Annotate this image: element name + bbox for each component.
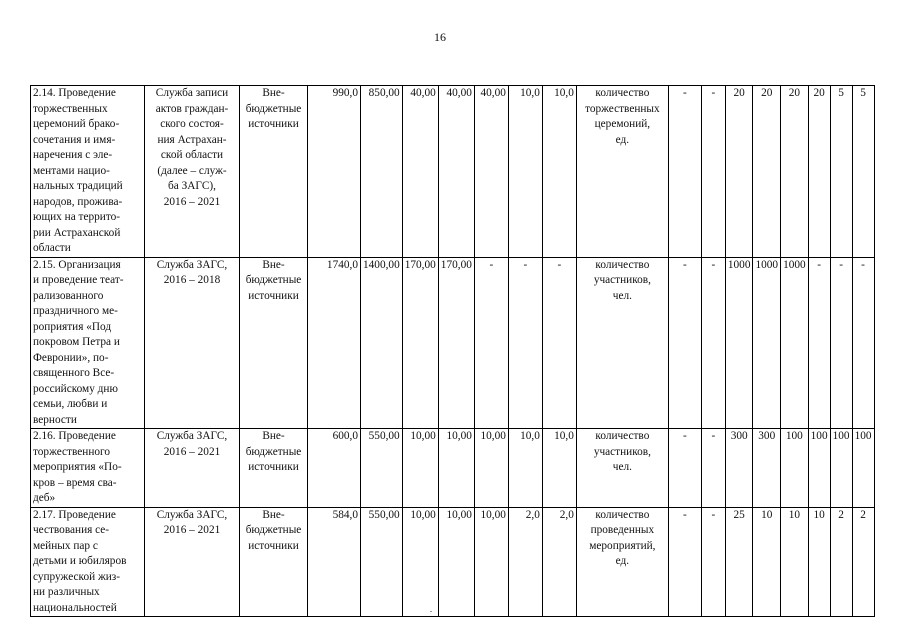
funding-value: 550,00 [361,507,403,617]
funding-source [240,507,308,617]
scan-speck [430,611,432,612]
funding-value: 40,00 [474,86,508,258]
indicator-value: 2 [852,507,874,617]
funding-value: - [474,257,508,429]
measure-name-line: рии Астраханской [33,226,121,239]
measure-name-line: деб» [33,492,56,504]
funding-source-line: источники [248,539,299,552]
funding-value: 600,0 [308,429,361,508]
measure-name-line: 2.17. Проведение [33,508,116,521]
indicator-value: 1000 [725,257,753,429]
indicator-line: проведенных [590,524,655,536]
funding-source [240,429,308,508]
indicator-line: чел. [612,289,632,302]
funding-value: 2,0 [508,507,542,617]
funding-source [240,86,308,258]
indicator-value: 5 [852,86,874,258]
executor-line: ния Астрахан- [157,133,227,146]
funding-value: 170,00 [438,257,474,429]
executor [145,86,240,258]
executor-line: актов граждан- [155,102,229,115]
measure-name-line: чествования се- [33,524,110,536]
funding-value: - [508,257,542,429]
measure-name-line: 2.15. Организация [33,258,121,271]
indicator-value: 1000 [781,257,809,429]
funding-value: 10,00 [438,429,474,508]
indicator-value: 20 [753,86,781,258]
measure-name-line: нальных традиций [33,180,123,192]
measure-name-line: рализованного [33,289,104,302]
executor-line: 2016 – 2021 [163,524,221,536]
executor-line: (далее – служ- [157,164,227,177]
indicator-value: - [668,429,701,508]
measure-name-line: ментами нацио- [33,164,110,177]
indicator-line: мероприятий, [589,539,656,552]
indicator-line: количество [595,258,650,271]
indicator-value: - [808,257,830,429]
indicator-line: ед. [615,555,630,567]
funding-value: 10,00 [474,507,508,617]
funding-value: 10,00 [438,507,474,617]
executor-line: ской области [160,149,224,161]
funding-source-line: бюджетные [245,102,302,115]
funding-source-line: Вне- [262,258,285,271]
funding-value: 1740,0 [308,257,361,429]
executor [145,429,240,508]
measure-name-line: семьи, любви и [33,398,108,410]
funding-value: 10,00 [402,429,438,508]
executor [145,257,240,429]
indicator-value: - [701,257,725,429]
indicator-value: - [830,257,852,429]
indicator-value: 100 [781,429,809,508]
program-measures-table [30,85,875,617]
funding-value: 2,0 [542,507,576,617]
indicator [576,257,668,429]
funding-source-line: бюджетные [245,524,302,536]
table-row [31,507,875,617]
funding-source-line: источники [248,118,299,130]
executor-line: 2016 – 2021 [163,195,221,208]
measure-name [31,86,145,258]
indicator-value: 20 [725,86,753,258]
indicator-value: 10 [753,507,781,617]
funding-value: 10,0 [542,429,576,508]
indicator-value: 20 [808,86,830,258]
funding-value: 584,0 [308,507,361,617]
funding-source-line: источники [248,289,299,302]
measure-name-line: праздничного ме- [33,305,118,317]
indicator-value: 25 [725,507,753,617]
indicator-line: чел. [612,461,632,473]
indicator-line: участников, [593,445,651,458]
funding-source-line: Вне- [262,508,285,521]
measure-name-line: покровом Петра и [33,336,120,348]
funding-value: 990,0 [308,86,361,258]
funding-value: - [542,257,576,429]
indicator-value: 2 [830,507,852,617]
table-row [31,257,875,429]
measure-name-line: и проведение теат- [33,274,124,286]
indicator-line: количество [595,508,650,521]
executor [145,507,240,617]
measure-name-line: наречения с эле- [33,149,113,161]
measure-name-line: роприятия «Под [33,320,112,333]
measure-name-line: детьми и юбиляров [33,555,127,567]
funding-value: 10,0 [508,86,542,258]
indicator-value: - [701,86,725,258]
executor-line: Служба ЗАГС, [156,508,228,521]
indicator-value: 300 [725,429,753,508]
indicator-line: участников, [593,274,651,286]
measure-name-line: Февронии», по- [33,351,109,364]
funding-value: 10,0 [508,429,542,508]
measure-name-line: ющих на террито- [33,211,121,223]
measure-name [31,257,145,429]
measure-name-line: 2.16. Проведение [33,430,116,442]
funding-value: 850,00 [361,86,403,258]
measure-name-line: российскому дню [33,382,118,395]
executor-line: Служба ЗАГС, [156,258,228,271]
executor-line: ского состоя- [160,118,224,130]
measure-name-line: ни различных [33,586,100,598]
funding-value: 40,00 [402,86,438,258]
indicator-value: 100 [830,429,852,508]
measure-name-line: кров – время сва- [33,476,117,489]
measure-name-line: торжественных [33,102,108,115]
indicator-value: 10 [808,507,830,617]
measure-name-line: супружеской жиз- [33,570,121,583]
indicator-value: 20 [781,86,809,258]
measure-name-line: народов, прожива- [33,195,123,208]
measure-name-line: церемоний брако- [33,118,120,130]
indicator-value: 1000 [753,257,781,429]
funding-source-line: бюджетные [245,274,302,286]
indicator [576,429,668,508]
indicator [576,507,668,617]
executor-line: 2016 – 2018 [163,274,221,286]
funding-value: 40,00 [438,86,474,258]
funding-value: 170,00 [402,257,438,429]
indicator-value: 100 [808,429,830,508]
indicator-value: - [668,507,701,617]
indicator-line: церемоний, [594,118,651,130]
page-number: 16 [434,30,446,44]
measure-name-line: верности [33,413,77,426]
indicator-line: количество [595,430,650,442]
indicator-value: - [852,257,874,429]
measure-name-line: мероприятия «По- [33,461,122,473]
executor-line: ба ЗАГС), [168,180,216,192]
funding-value: 10,00 [474,429,508,508]
funding-source-line: Вне- [262,87,285,99]
measure-name-line: священного Все- [33,367,115,379]
funding-value: 1400,00 [361,257,403,429]
indicator-value: 5 [830,86,852,258]
measure-name-line: сочетания и имя- [33,133,116,146]
measure-name-line: национальностей [33,601,117,614]
indicator-value: 100 [852,429,874,508]
measure-name-line: 2.14. Проведение [33,87,116,99]
funding-source-line: источники [248,461,299,473]
executor-line: 2016 – 2021 [163,445,221,458]
indicator-value: 10 [781,507,809,617]
indicator-value: - [668,257,701,429]
measure-name-line: торжественного [33,445,111,458]
indicator-line: торжественных [585,102,660,115]
indicator-value: - [701,507,725,617]
indicator-line: количество [595,87,650,99]
indicator-value: - [668,86,701,258]
funding-value: 10,00 [402,507,438,617]
table-row [31,86,875,258]
indicator-value: 300 [753,429,781,508]
funding-source [240,257,308,429]
indicator-value: - [701,429,725,508]
funding-source-line: Вне- [262,430,285,442]
indicator-line: ед. [615,133,630,146]
funding-value: 10,0 [542,86,576,258]
funding-value: 550,00 [361,429,403,508]
measure-name-line: мейных пар с [33,539,98,552]
executor-line: Служба ЗАГС, [156,430,228,442]
measure-name [31,429,145,508]
indicator [576,86,668,258]
table-row [31,429,875,508]
measure-name [31,507,145,617]
executor-line: Служба записи [155,87,229,99]
funding-source-line: бюджетные [245,445,302,458]
measure-name-line: области [33,242,71,254]
